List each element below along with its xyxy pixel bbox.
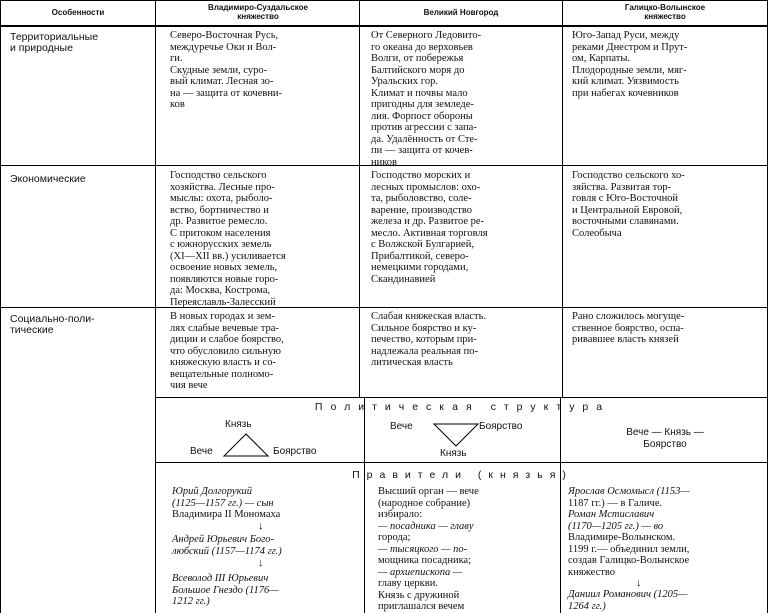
vladimir-veche-label: Вече [190, 446, 213, 457]
cell-territory-vladimir: Северо-Восточная Русь, междуречье Оки и Вол- ги. Скудные земли, суро- вый климат. Лесная зо- на — защита от кочевни- ков [170, 30, 283, 110]
ruler-daniil-romanovich: Даниил Романович (1205— 1264 гг.) [568, 589, 688, 612]
header-features: Особенности [51, 8, 105, 17]
vladimir-pyramid-triangle [222, 432, 270, 458]
cell-territory-novgorod: От Северного Ледовито- го океана до верховьев Волги, от побережья Балтийского моря до Уральских гор. Климат и почвы мало пригодны для земледе- лия. Форпост обороны против агрессии с запа- да. Удалённость от Сте- пи — защита от кочев- ников [371, 30, 482, 168]
cell-economy-novgorod: Господство морских и лесных промыслов: охо- та, рыболовство, соле- варение, производство железа и др. Развитое ре- месло. Активная торговля с Волжской Булгарией, Прибалтикой, северо- немецкими городами, Скандинавией [371, 170, 488, 285]
cell-social-novgorod: Слабая княжеская власть. Сильное боярство и ку- печество, которым при- надлежала реальная по- литическая власть [371, 311, 487, 368]
cell-social-vladimir: В новых городах и зем- лях слабые вечевые тра- диции и слабое боярство, что обусловило сильную княжескую власть и со- вещательные полномо- чия вече [170, 311, 284, 391]
column-divider-2b [364, 397, 365, 613]
header-novgorod: Великий Новгород [423, 8, 499, 17]
cell-territory-galich: Юго-Запад Руси, между реками Днестром и Прут- ом, Карпаты. Плодородные земли, мяг- кий климат. Уязвимость при набегах кочевников [572, 30, 688, 99]
row-divider-2 [0, 307, 768, 308]
row-divider-3 [155, 397, 768, 398]
vladimir-prince-label: Князь [225, 419, 252, 430]
ruler-andrei-bogolyubsky: Андрей Юрьевич Бого- любский (1157—1174 гг.) [172, 534, 282, 557]
novgorod-boyars-label: Боярство [479, 421, 523, 432]
row-label-social: Социально-поли- тические [10, 313, 95, 336]
novgorod-inverted-triangle [432, 422, 480, 448]
ruler-vsevolod-big-nest: Всеволод III Юрьевич Большое Гнездо (1176— 1212 гг.) [172, 573, 279, 607]
column-divider-1 [155, 0, 156, 613]
table-border-top [0, 0, 768, 1]
header-galich: Галицко-Волынское княжество [624, 3, 706, 21]
ruler-yuri-dolgoruky: Юрий Долгорукий (1125—1157 гг.) — сын Владимира II Мономаха [172, 486, 281, 520]
novgorod-veche-label: Вече [390, 421, 413, 432]
cell-economy-vladimir: Господство сельского хозяйства. Лесные про- мыслы: охота, рыболо- вство, бортничество и др. Развитое ремесло. С притоком населения с южнорусских земель (XI—XII вв.) усиливается освоение новых земель, появляются новые горо- да: Москва, Кострома, Переяславль-Залесский [170, 170, 286, 308]
column-divider-3b [560, 397, 561, 613]
succession-arrow-icon: ↓ [258, 520, 264, 532]
galich-rulers: Ярослав Осмомысл (1153— 1187 гг.) — в Галиче. Роман Мстиславич (1170—1205 гг.) — во Владимире-Волынском. 1199 г.— объединил земли, создав Галицко-Волынское княжество [568, 486, 690, 578]
galich-structure: Вече — Князь — Боярство [626, 427, 704, 450]
novgorod-governance: Высший орган — вече (народное собрание) избирало: — посадника — главу города; — тысяцкого — по- мощника посадника; — архиепископа — главу церкви. Князь с дружиной приглашался вечем [378, 486, 479, 612]
succession-arrow-icon: ↓ [258, 557, 264, 569]
novgorod-prince-label: Князь [440, 448, 467, 459]
table-border-left [0, 0, 1, 613]
row-label-territory: Территориальные и природные [10, 31, 99, 54]
column-divider-2a [359, 0, 360, 397]
vladimir-boyars-label: Боярство [273, 446, 317, 457]
rulers-title: Правители (князья) [352, 469, 573, 481]
column-divider-3a [562, 0, 563, 397]
row-divider-4 [155, 462, 768, 463]
row-label-economy: Экономические [10, 173, 86, 185]
header-divider [0, 25, 768, 27]
cell-social-galich: Рано сложилось могуще- ственное боярство, оспа- ривавшее власть князей [572, 311, 685, 345]
header-vladimir: Владимиро-Суздальское княжество [208, 3, 308, 21]
cell-economy-galich: Господство сельского хо- зяйства. Развитая тор- говля с Юго-Восточной и Центральной Евровой, восточными славянами. Солеобыча [572, 170, 685, 239]
political-structure-title: Политическая структура [314, 401, 611, 413]
succession-arrow-icon: ↓ [636, 577, 642, 589]
